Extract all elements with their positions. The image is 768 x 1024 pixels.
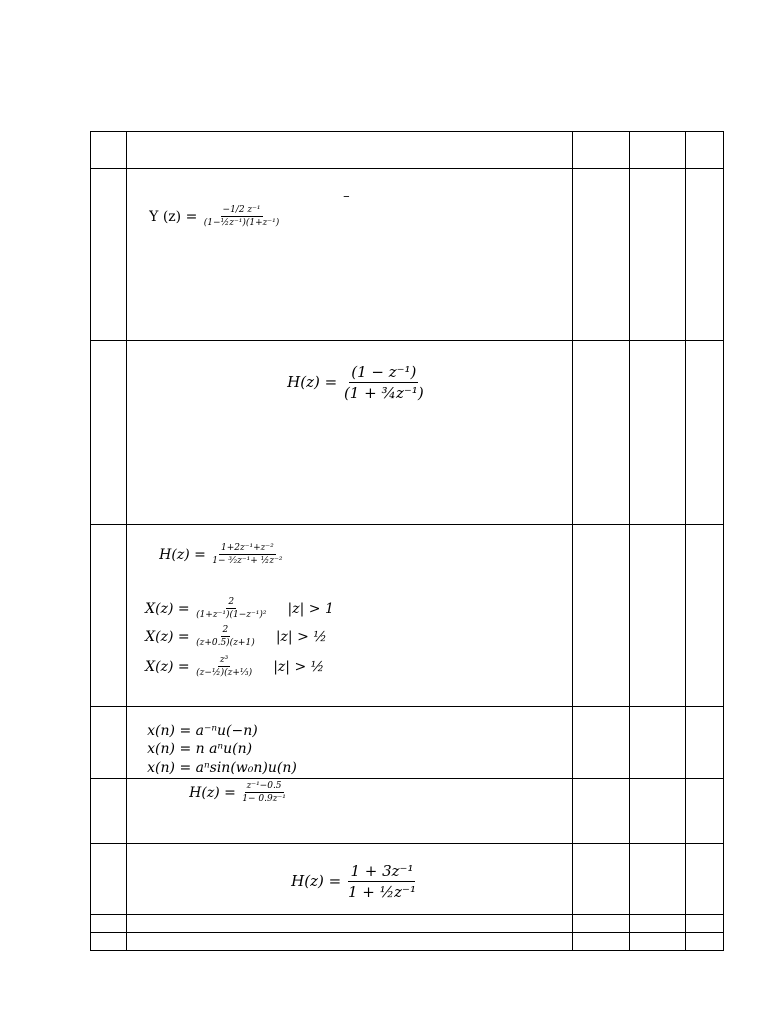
question-cell-3 xyxy=(127,525,573,707)
question-cell-1 xyxy=(127,169,573,341)
table-row xyxy=(91,707,724,779)
table-row xyxy=(91,525,724,707)
equation-x-n-2: x(n) = n aⁿu(n) xyxy=(147,741,253,757)
equation-x-z-3: X(z) = $\frac{\text{z³}}{\text{(z−½)(z+⅓)}}$ |z| > ½ xyxy=(145,655,325,678)
header-cell-col3 xyxy=(573,132,629,169)
dash-mark: – xyxy=(343,189,350,204)
question-cell-4 xyxy=(127,707,573,779)
question-cell-2 xyxy=(127,341,573,525)
equation-y-z: Y (z) = $\frac{\text{−1/2 z⁻¹}}{\text{(1−½z⁻¹)(1+z⁻¹)}}$ xyxy=(149,205,280,228)
table-row xyxy=(91,844,724,915)
header-cell-col4 xyxy=(629,132,685,169)
question-table xyxy=(90,131,724,951)
table-row xyxy=(91,915,724,933)
table-row xyxy=(91,341,724,525)
table-row xyxy=(91,779,724,844)
equation-x-n-3: x(n) = aⁿsin(w₀n)u(n) xyxy=(147,760,297,776)
table-row xyxy=(91,169,724,341)
table-row xyxy=(91,933,724,951)
header-row xyxy=(91,132,724,169)
equation-h-z: H(z) = $\frac{\text{(1 − z⁻¹)}}{\text{(1 + ¾z⁻¹)}}$ xyxy=(287,363,424,402)
equation-h-z: H(z) = $\frac{\text{1+2z⁻¹+z⁻²}}{\text{1− ³⁄₂z⁻¹+ ½z⁻²}}$ xyxy=(159,543,283,566)
header-cell-col5 xyxy=(685,132,723,169)
equation-x-z-2: X(z) = $\frac{2}{(z+0.5)(z+1)}$ |z| > ½ xyxy=(145,625,327,648)
header-cell-question xyxy=(127,132,573,169)
equation-x-z-1: X(z) = $\frac{2}{\text{(1+z⁻¹)(1−z⁻¹)²}}$ |z| > 1 xyxy=(145,597,334,620)
equation-h-z: H(z) = $\frac{\text{1 + 3z⁻¹}}{\text{1 + ½z⁻¹}}$ xyxy=(291,862,416,901)
question-cell-6 xyxy=(127,844,573,915)
equation-x-n-1: x(n) = a⁻ⁿu(−n) xyxy=(147,723,258,739)
equation-h-z: H(z) = $\frac{\text{z⁻¹−0.5}}{\text{1− 0.9z⁻¹}}$ xyxy=(189,781,286,804)
question-cell-5 xyxy=(127,779,573,844)
header-cell-number xyxy=(91,132,127,169)
